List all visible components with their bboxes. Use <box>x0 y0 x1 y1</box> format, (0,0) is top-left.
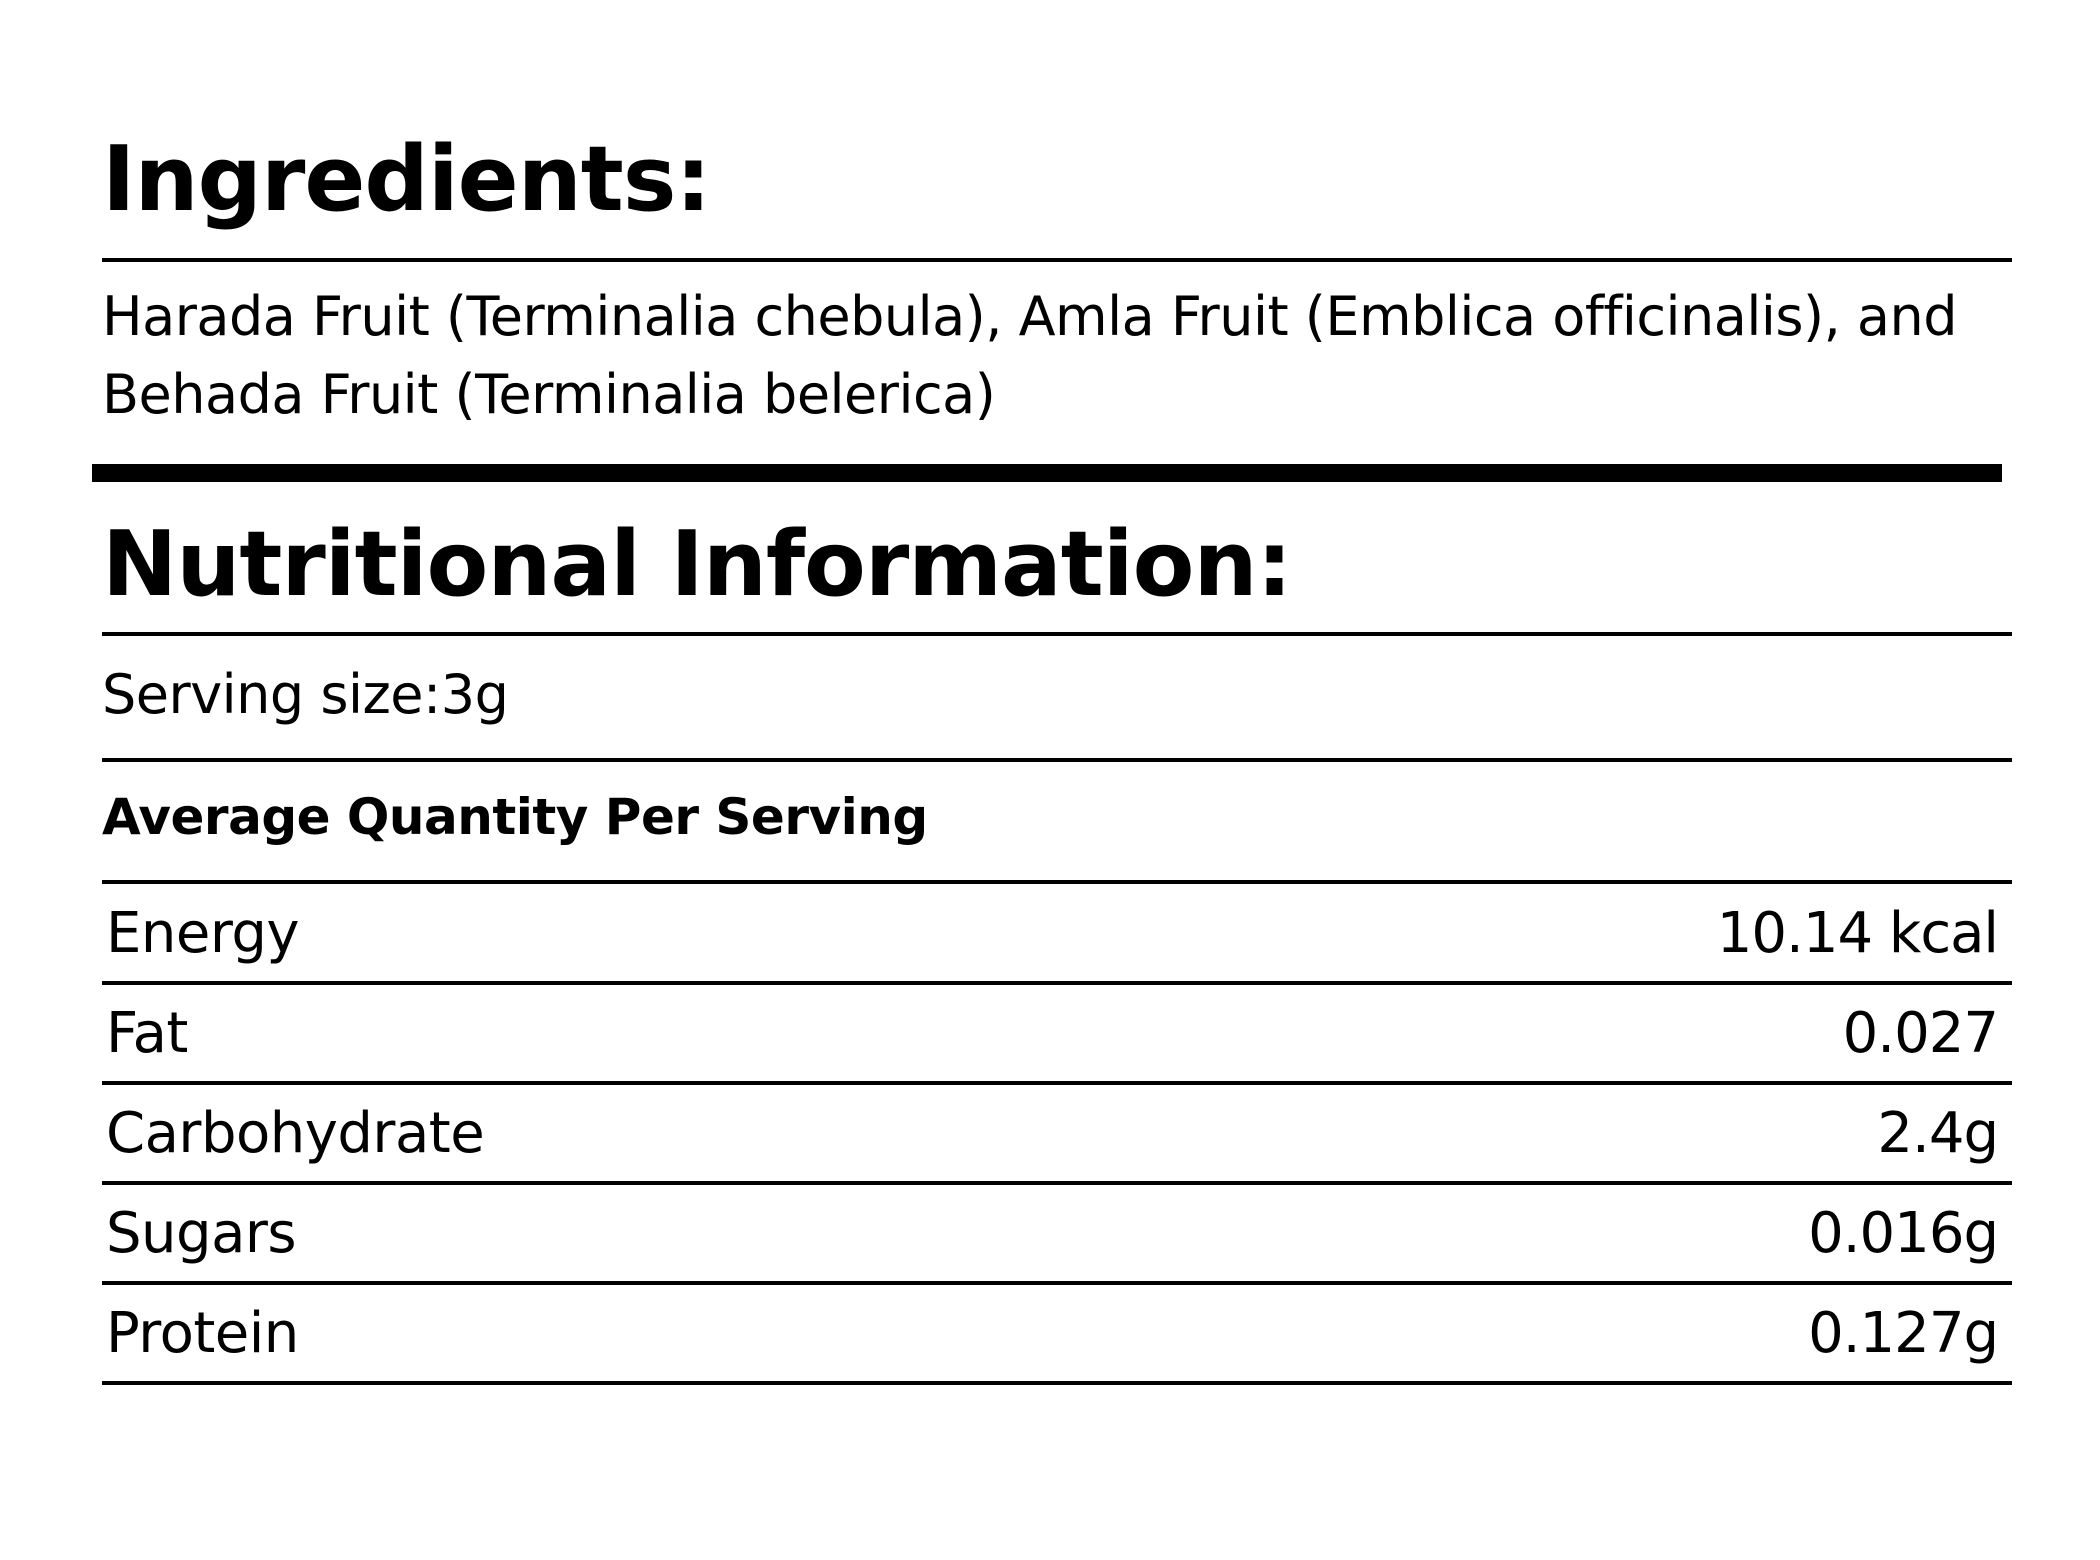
nutrient-value: 0.127g <box>1808 1301 1998 1366</box>
nutrient-name: Fat <box>106 1001 188 1066</box>
serving-size: Serving size:3g <box>102 663 509 726</box>
table-header: Average Quantity Per Serving <box>102 788 928 846</box>
nutrition-heading-divider <box>102 632 2012 636</box>
table-row <box>102 1285 2012 1385</box>
nutrient-name: Energy <box>106 901 300 966</box>
section-divider <box>92 464 2002 482</box>
serving-divider <box>102 758 2012 762</box>
nutrient-value: 0.016g <box>1808 1201 1998 1266</box>
table-row <box>102 1185 2012 1285</box>
table-row <box>102 1085 2012 1185</box>
table-header-divider <box>102 880 2012 884</box>
ingredients-heading: Ingredients: <box>102 127 711 232</box>
ingredients-text: Harada Fruit (Terminalia chebula), Amla Fruit (Emblica officinalis), and Behada Fruit (Terminalia belerica) <box>102 285 1958 426</box>
nutrient-value: 10.14 kcal <box>1716 901 1998 966</box>
nutrient-value: 2.4g <box>1877 1101 1998 1166</box>
nutrient-name: Protein <box>106 1301 299 1366</box>
table-row <box>102 985 2012 1085</box>
nutrition-heading: Nutritional Information: <box>102 512 1292 617</box>
nutrient-table <box>102 885 2012 1385</box>
nutrient-name: Carbohydrate <box>106 1101 485 1166</box>
table-row <box>102 885 2012 985</box>
ingredients-heading-divider <box>102 258 2012 262</box>
nutrient-name: Sugars <box>106 1201 297 1266</box>
nutrient-value: 0.027 <box>1842 1001 1998 1066</box>
